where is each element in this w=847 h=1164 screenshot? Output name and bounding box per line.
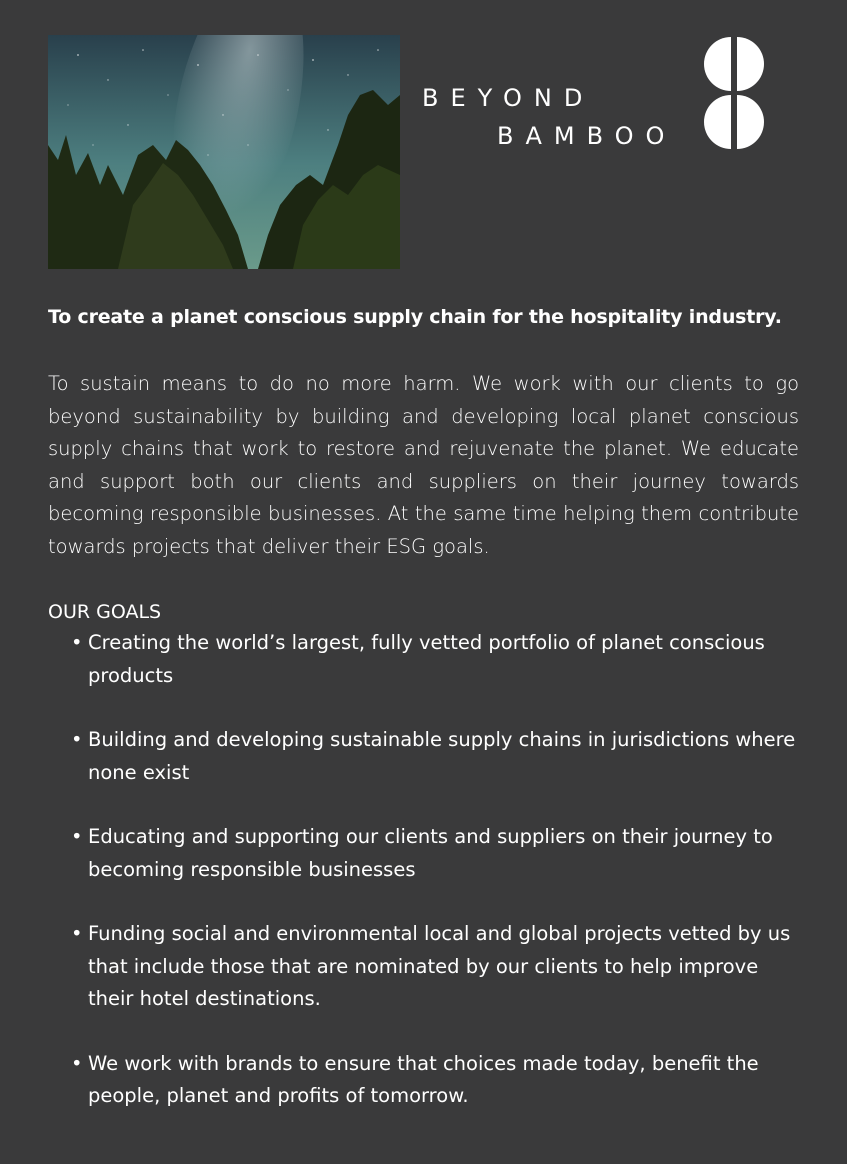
night-sky-trees-photo — [48, 35, 400, 269]
goal-item — [71, 724, 808, 789]
goals-list — [48, 627, 808, 1113]
brand-line-1: BEYOND — [422, 84, 595, 112]
beyond-bamboo-logo-icon — [704, 37, 764, 149]
bullet-icon: • — [71, 728, 83, 751]
bullet-icon: • — [71, 631, 83, 654]
goal-text: Creating the world’s largest, fully vetted portfolio of planet conscious products — [88, 631, 765, 687]
goal-item — [71, 627, 808, 692]
goal-text: We work with brands to ensure that choices made today, benefit the people, planet and profits of tomorrow. — [88, 1051, 759, 1107]
tagline: To create a planet conscious supply chain for the hospitality industry. — [48, 306, 782, 328]
goal-text: Educating and supporting our clients and suppliers on their journey to becoming responsible businesses — [88, 825, 773, 881]
goals-heading: OUR GOALS — [48, 601, 162, 623]
main-content — [48, 302, 799, 1145]
mission-statement: To sustain means to do no more harm. We work with our clients to go beyond sustainability by building and developing local planet conscious supply chains that work to restore and rejuvenate the planet. We educate and support both our clients and suppliers on their journey towards becoming responsible businesses. At the same time helping them contribute towards projects that deliver their ESG goals. — [48, 372, 799, 558]
brand-line-2: BAMBOO — [497, 122, 677, 150]
goal-item — [71, 918, 808, 1016]
goal-text: Building and developing sustainable supply chains in jurisdictions where none exist — [88, 728, 796, 784]
bullet-icon: • — [71, 825, 83, 848]
goal-item — [71, 1048, 808, 1113]
goal-item — [71, 821, 808, 886]
goal-text: Funding social and environmental local and global projects vetted by us that include those that are nominated by our clients to help improve their hotel destinations. — [88, 922, 791, 1010]
bullet-icon: • — [71, 1051, 83, 1075]
hero-image — [48, 35, 400, 269]
bullet-icon: • — [71, 922, 83, 945]
